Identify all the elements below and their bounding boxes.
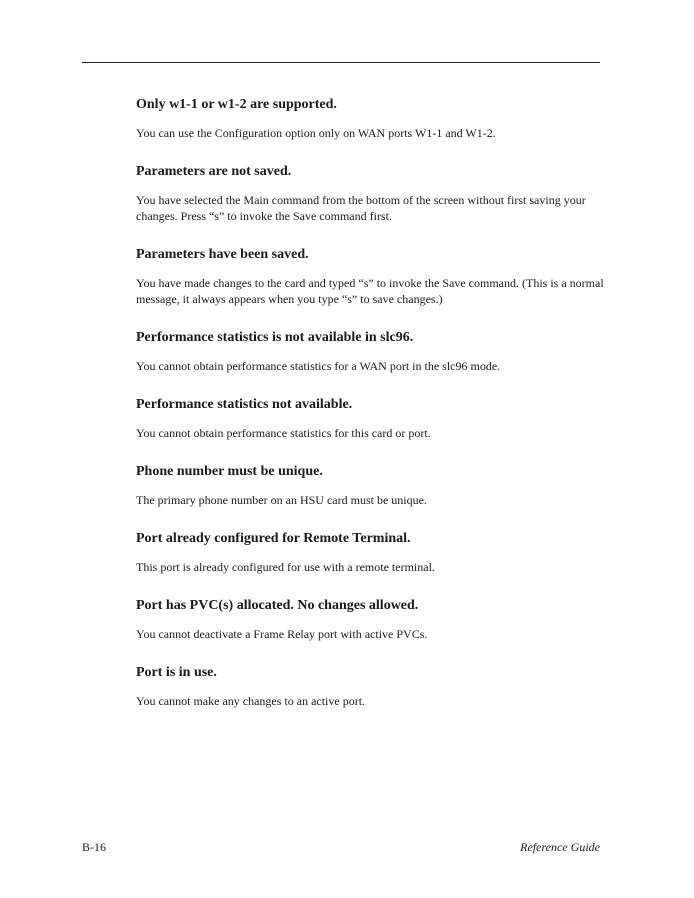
- message-heading: Only w1-1 or w1-2 are supported.: [136, 97, 337, 112]
- header-rule: [82, 62, 600, 63]
- message-entry: [136, 163, 606, 224]
- message-heading: Phone number must be unique.: [136, 464, 323, 479]
- message-description: You cannot make any changes to an active port.: [136, 694, 366, 708]
- message-description: You cannot deactivate a Frame Relay port with active PVCs.: [136, 627, 428, 641]
- message-entry: [136, 597, 606, 642]
- message-entry: [136, 664, 606, 709]
- message-entry: [136, 530, 606, 575]
- message-description: The primary phone number on an HSU card must be unique.: [136, 493, 427, 507]
- message-heading: Performance statistics is not available in slc96.: [136, 330, 414, 345]
- message-heading: Port has PVC(s) allocated. No changes allowed.: [136, 598, 419, 613]
- message-entry: [136, 246, 606, 307]
- message-entry: [136, 396, 606, 441]
- message-heading: Parameters have been saved.: [136, 247, 309, 262]
- message-heading: Port is in use.: [136, 665, 217, 680]
- message-heading: Parameters are not saved.: [136, 164, 292, 179]
- document-title: Reference Guide: [520, 840, 600, 854]
- message-entry: [136, 329, 606, 374]
- message-description: You cannot obtain performance statistics for a WAN port in the slc96 mode.: [136, 359, 501, 373]
- message-description: You have made changes to the card and typed “s” to invoke the Save command. (This is a normal message, it always appears when you type “s” to save changes.): [136, 276, 604, 306]
- message-heading: Port already configured for Remote Terminal.: [136, 531, 411, 546]
- message-description: This port is already configured for use with a remote terminal.: [136, 560, 435, 574]
- message-heading: Performance statistics not available.: [136, 397, 353, 412]
- message-list: [136, 96, 606, 731]
- message-entry: [136, 96, 606, 141]
- page-number: B-16: [82, 840, 106, 854]
- message-entry: [136, 463, 606, 508]
- message-description: You have selected the Main command from the bottom of the screen without first saving your changes. Press “s” to invoke the Save command first.: [136, 193, 586, 223]
- message-description: You can use the Configuration option only on WAN ports W1-1 and W1-2.: [136, 126, 496, 140]
- message-description: You cannot obtain performance statistics for this card or port.: [136, 426, 431, 440]
